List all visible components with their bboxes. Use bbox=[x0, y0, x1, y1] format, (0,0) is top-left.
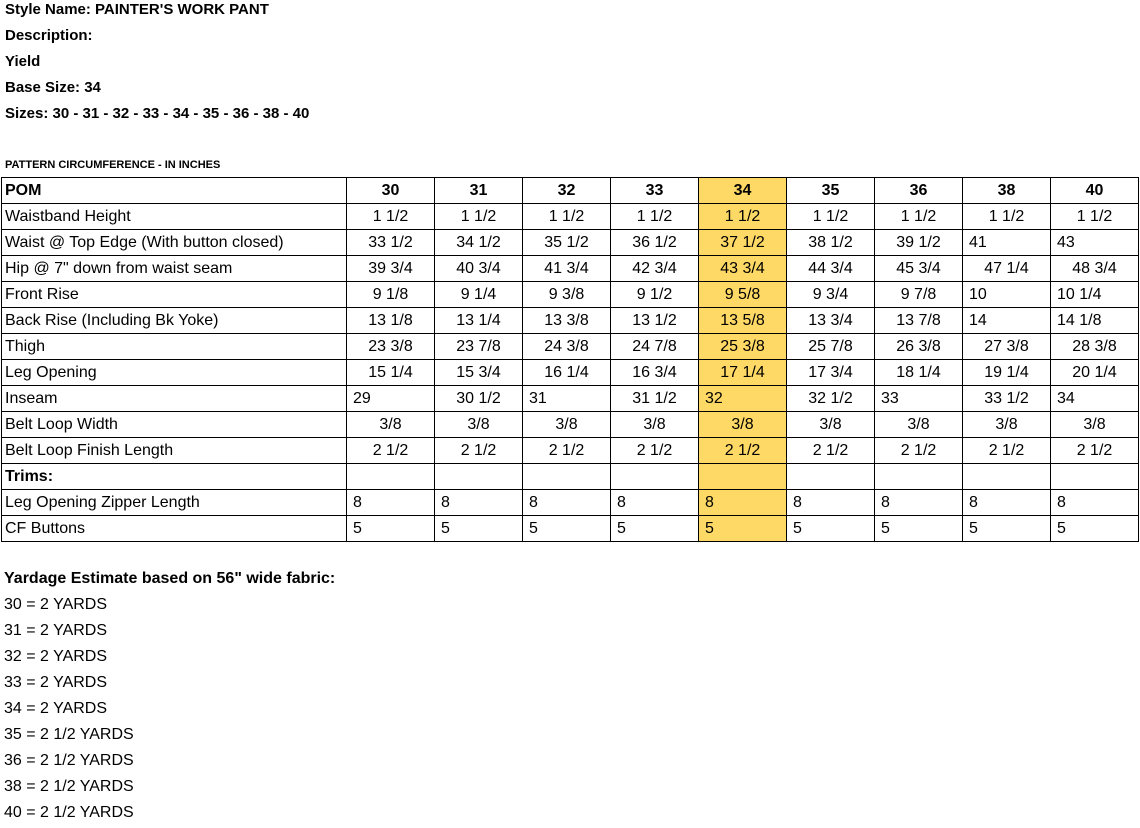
table-cell: 3/8 bbox=[435, 412, 523, 438]
table-cell: 42 3/4 bbox=[611, 256, 699, 282]
table-cell: 19 1/4 bbox=[963, 360, 1051, 386]
table-cell: 1 1/2 bbox=[963, 204, 1051, 230]
table-cell: 33 bbox=[875, 386, 963, 412]
yardage-list bbox=[4, 594, 335, 828]
table-cell: 8 bbox=[435, 490, 523, 516]
spec-header bbox=[5, 0, 309, 130]
section-title: PATTERN CIRCUMFERENCE - IN INCHES bbox=[5, 159, 221, 171]
table-cell: 9 3/8 bbox=[523, 282, 611, 308]
table-cell: 5 bbox=[347, 516, 435, 542]
table-cell: 33 1/2 bbox=[963, 386, 1051, 412]
table-cell: 3/8 bbox=[963, 412, 1051, 438]
table-row bbox=[2, 490, 1139, 516]
table-cell: 2 1/2 bbox=[699, 438, 787, 464]
table-cell: 38 1/2 bbox=[787, 230, 875, 256]
table-cell: 29 bbox=[347, 386, 435, 412]
yardage-title: Yardage Estimate based on 56" wide fabric: bbox=[4, 570, 336, 587]
table-cell: 5 bbox=[963, 516, 1051, 542]
table-cell: 1 1/2 bbox=[699, 204, 787, 230]
base-size: Base Size: 34 bbox=[5, 79, 101, 96]
table-row bbox=[2, 256, 1139, 282]
row-label: Front Rise bbox=[2, 282, 347, 308]
table-cell bbox=[1051, 464, 1139, 490]
yardage-line: 38 = 2 1/2 YARDS bbox=[4, 778, 134, 795]
table-row bbox=[2, 334, 1139, 360]
table-cell: 45 3/4 bbox=[875, 256, 963, 282]
row-label: Back Rise (Including Bk Yoke) bbox=[2, 308, 347, 334]
table-cell: 3/8 bbox=[875, 412, 963, 438]
table-cell: 9 1/8 bbox=[347, 282, 435, 308]
table-cell: 24 7/8 bbox=[611, 334, 699, 360]
table-cell: 8 bbox=[611, 490, 699, 516]
table-cell: 13 5/8 bbox=[699, 308, 787, 334]
description-label: Description: bbox=[5, 27, 93, 44]
table-cell bbox=[963, 464, 1051, 490]
table-cell: 13 3/8 bbox=[523, 308, 611, 334]
table-cell: 34 1/2 bbox=[435, 230, 523, 256]
table-cell: 5 bbox=[611, 516, 699, 542]
row-label: Belt Loop Width bbox=[2, 412, 347, 438]
row-label: CF Buttons bbox=[2, 516, 347, 542]
table-cell: 40 3/4 bbox=[435, 256, 523, 282]
table-cell: 13 1/4 bbox=[435, 308, 523, 334]
row-label: Inseam bbox=[2, 386, 347, 412]
table-cell: 5 bbox=[1051, 516, 1139, 542]
table-cell: 15 3/4 bbox=[435, 360, 523, 386]
table-cell: 2 1/2 bbox=[611, 438, 699, 464]
size-range: Sizes: 30 - 31 - 32 - 33 - 34 - 35 - 36 - 38 - 40 bbox=[5, 105, 310, 122]
yardage-line: 40 = 2 1/2 YARDS bbox=[4, 804, 134, 821]
table-cell: 43 bbox=[1051, 230, 1139, 256]
table-cell bbox=[435, 464, 523, 490]
table-cell: 13 1/2 bbox=[611, 308, 699, 334]
table-cell bbox=[611, 464, 699, 490]
table-cell: 25 3/8 bbox=[699, 334, 787, 360]
table-cell: 2 1/2 bbox=[523, 438, 611, 464]
size-header: 30 bbox=[347, 178, 435, 204]
row-label: Belt Loop Finish Length bbox=[2, 438, 347, 464]
table-cell: 28 3/8 bbox=[1051, 334, 1139, 360]
table-cell: 27 3/8 bbox=[963, 334, 1051, 360]
table-row bbox=[2, 308, 1139, 334]
yardage-line: 31 = 2 YARDS bbox=[4, 622, 108, 639]
table-cell: 9 1/2 bbox=[611, 282, 699, 308]
table-cell: 32 bbox=[699, 386, 787, 412]
table-cell: 25 7/8 bbox=[787, 334, 875, 360]
table-cell bbox=[875, 464, 963, 490]
table-cell bbox=[523, 464, 611, 490]
table-cell: 24 3/8 bbox=[523, 334, 611, 360]
table-cell: 8 bbox=[875, 490, 963, 516]
table-cell: 3/8 bbox=[611, 412, 699, 438]
table-cell: 9 7/8 bbox=[875, 282, 963, 308]
table-row bbox=[2, 438, 1139, 464]
table-row bbox=[2, 386, 1139, 412]
table-cell: 8 bbox=[347, 490, 435, 516]
table-cell: 10 bbox=[963, 282, 1051, 308]
table-cell bbox=[347, 464, 435, 490]
table-cell: 5 bbox=[435, 516, 523, 542]
table-cell: 17 3/4 bbox=[787, 360, 875, 386]
table-row bbox=[2, 230, 1139, 256]
table-cell: 48 3/4 bbox=[1051, 256, 1139, 282]
table-row bbox=[2, 204, 1139, 230]
table-cell: 26 3/8 bbox=[875, 334, 963, 360]
table-cell: 33 1/2 bbox=[347, 230, 435, 256]
row-label: Leg Opening Zipper Length bbox=[2, 490, 347, 516]
style-name: Style Name: PAINTER'S WORK PANT bbox=[5, 1, 269, 18]
row-label: Trims: bbox=[2, 464, 347, 490]
table-cell: 35 1/2 bbox=[523, 230, 611, 256]
size-header: 36 bbox=[875, 178, 963, 204]
table-cell: 18 1/4 bbox=[875, 360, 963, 386]
table-cell: 2 1/2 bbox=[435, 438, 523, 464]
table-cell: 41 bbox=[963, 230, 1051, 256]
row-label: Waistband Height bbox=[2, 204, 347, 230]
table-cell: 36 1/2 bbox=[611, 230, 699, 256]
table-cell: 8 bbox=[963, 490, 1051, 516]
row-label: Hip @ 7" down from waist seam bbox=[2, 256, 347, 282]
yardage-line: 34 = 2 YARDS bbox=[4, 700, 108, 717]
table-cell: 13 7/8 bbox=[875, 308, 963, 334]
table-cell: 3/8 bbox=[787, 412, 875, 438]
table-cell: 1 1/2 bbox=[875, 204, 963, 230]
table-row bbox=[2, 360, 1139, 386]
table-row bbox=[2, 412, 1139, 438]
table-row bbox=[2, 282, 1139, 308]
table-cell: 1 1/2 bbox=[1051, 204, 1139, 230]
table-cell: 2 1/2 bbox=[347, 438, 435, 464]
table-header-row bbox=[2, 178, 1139, 204]
table-cell: 14 bbox=[963, 308, 1051, 334]
size-header: 34 bbox=[699, 178, 787, 204]
yardage-line: 33 = 2 YARDS bbox=[4, 674, 108, 691]
table-cell: 44 3/4 bbox=[787, 256, 875, 282]
table-cell: 1 1/2 bbox=[611, 204, 699, 230]
table-cell bbox=[787, 464, 875, 490]
table-cell: 9 5/8 bbox=[699, 282, 787, 308]
table-cell: 2 1/2 bbox=[1051, 438, 1139, 464]
table-cell: 3/8 bbox=[1051, 412, 1139, 438]
table-cell: 39 3/4 bbox=[347, 256, 435, 282]
table-cell: 23 3/8 bbox=[347, 334, 435, 360]
table-cell: 8 bbox=[523, 490, 611, 516]
table-cell: 5 bbox=[523, 516, 611, 542]
table-cell: 9 3/4 bbox=[787, 282, 875, 308]
measurement-table bbox=[1, 177, 1139, 542]
table-cell: 16 1/4 bbox=[523, 360, 611, 386]
table-cell: 30 1/2 bbox=[435, 386, 523, 412]
table-cell: 13 1/8 bbox=[347, 308, 435, 334]
yardage-line: 32 = 2 YARDS bbox=[4, 648, 108, 665]
row-label: Waist @ Top Edge (With button closed) bbox=[2, 230, 347, 256]
table-cell: 8 bbox=[699, 490, 787, 516]
table-cell: 31 bbox=[523, 386, 611, 412]
size-header: 40 bbox=[1051, 178, 1139, 204]
table-cell: 20 1/4 bbox=[1051, 360, 1139, 386]
table-cell: 1 1/2 bbox=[347, 204, 435, 230]
table-cell: 1 1/2 bbox=[787, 204, 875, 230]
table-cell: 43 3/4 bbox=[699, 256, 787, 282]
table-row bbox=[2, 464, 1139, 490]
table-cell: 39 1/2 bbox=[875, 230, 963, 256]
table-cell: 2 1/2 bbox=[875, 438, 963, 464]
row-label: Leg Opening bbox=[2, 360, 347, 386]
table-cell: 2 1/2 bbox=[787, 438, 875, 464]
table-cell: 37 1/2 bbox=[699, 230, 787, 256]
table-cell: 5 bbox=[787, 516, 875, 542]
table-cell: 3/8 bbox=[699, 412, 787, 438]
size-header: 38 bbox=[963, 178, 1051, 204]
size-header: 31 bbox=[435, 178, 523, 204]
table-cell: 14 1/8 bbox=[1051, 308, 1139, 334]
yardage-line: 36 = 2 1/2 YARDS bbox=[4, 752, 134, 769]
table-cell: 41 3/4 bbox=[523, 256, 611, 282]
table-cell: 16 3/4 bbox=[611, 360, 699, 386]
table-cell: 17 1/4 bbox=[699, 360, 787, 386]
table-cell: 8 bbox=[787, 490, 875, 516]
size-header: 33 bbox=[611, 178, 699, 204]
table-cell: 3/8 bbox=[347, 412, 435, 438]
pom-header: POM bbox=[2, 178, 347, 204]
table-cell bbox=[699, 464, 787, 490]
row-label: Thigh bbox=[2, 334, 347, 360]
yield-label: Yield bbox=[5, 53, 41, 70]
table-cell: 23 7/8 bbox=[435, 334, 523, 360]
table-cell: 15 1/4 bbox=[347, 360, 435, 386]
table-cell: 5 bbox=[875, 516, 963, 542]
size-header: 35 bbox=[787, 178, 875, 204]
yardage-section bbox=[4, 568, 335, 828]
table-cell: 32 1/2 bbox=[787, 386, 875, 412]
table-cell: 47 1/4 bbox=[963, 256, 1051, 282]
table-cell: 5 bbox=[699, 516, 787, 542]
table-cell: 8 bbox=[1051, 490, 1139, 516]
yardage-line: 35 = 2 1/2 YARDS bbox=[4, 726, 134, 743]
table-cell: 9 1/4 bbox=[435, 282, 523, 308]
table-cell: 1 1/2 bbox=[523, 204, 611, 230]
table-cell: 34 bbox=[1051, 386, 1139, 412]
table-cell: 1 1/2 bbox=[435, 204, 523, 230]
table-cell: 2 1/2 bbox=[963, 438, 1051, 464]
yardage-line: 30 = 2 YARDS bbox=[4, 596, 108, 613]
table-row bbox=[2, 516, 1139, 542]
size-header: 32 bbox=[523, 178, 611, 204]
table-cell: 10 1/4 bbox=[1051, 282, 1139, 308]
table-cell: 3/8 bbox=[523, 412, 611, 438]
table-cell: 13 3/4 bbox=[787, 308, 875, 334]
table-cell: 31 1/2 bbox=[611, 386, 699, 412]
